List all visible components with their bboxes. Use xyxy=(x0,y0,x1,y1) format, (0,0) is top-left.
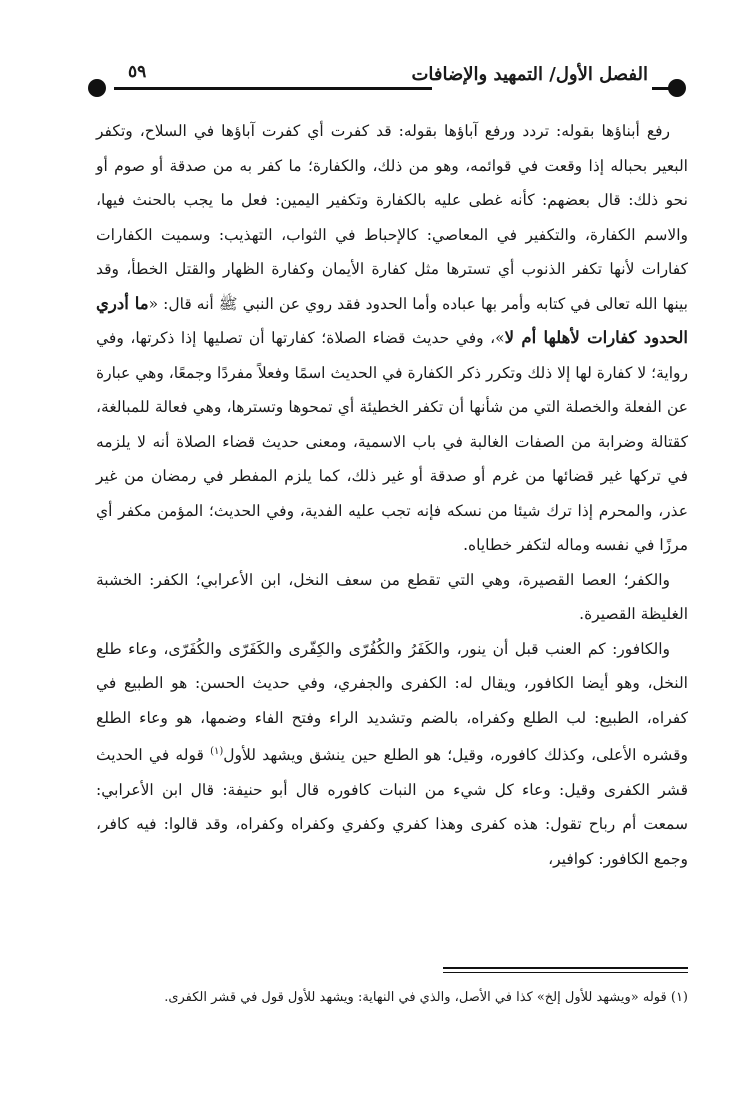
hadith-quote: ما أدري الحدود كفارات لأهلها أم لا xyxy=(96,293,688,347)
main-text xyxy=(96,114,688,876)
footnote-separator xyxy=(443,967,688,969)
paragraph-1 xyxy=(96,114,688,563)
footnote xyxy=(96,984,688,1011)
paragraph-2: والكفر؛ العصا القصيرة، وهي التي تقطع من سعف النخل، ابن الأعرابي؛ الكفر: الخشبة الغليظة القصيرة. xyxy=(96,570,688,623)
page-header xyxy=(86,62,686,102)
footnote-separator-thin xyxy=(443,972,688,973)
page-number: ٥٩ xyxy=(128,62,147,82)
paragraph-3 xyxy=(96,632,688,877)
chapter-title: الفصل الأول/ التمهيد والإضافات xyxy=(411,64,648,85)
paragraph-3-text-a: والكافور: كم العنب قبل أن ينور، والكَفَرُ والكُفُرّى والكِفّرى والكَفَرّى والكُفَرّى، وعاء طلع النخل، وهو أيضا الكافور، ويقال له: الكفرى والجفري، وفي حديث الحسن: هو الطبيع في كفراه، الطبيع: لب الطلع وكفراه، بالضم وتشديد الراء وفتح الفاء وضمها، هو وعاء الطلع وقشره الأعلى، وكذلك كافوره، وقيل؛ هو الطلع حين ينشق ويشهد للأول xyxy=(96,639,689,765)
footnote-reference: (١) xyxy=(210,746,224,757)
header-rule-left xyxy=(114,87,432,90)
paragraph-1-text-b: »، وفي حديث قضاء الصلاة؛ كفارتها أن تصليها إذا ذكرتها، وفي رواية؛ لا كفارة لها إلا ذلك وتكرر ذكر الكفارة في الحديث اسمًا وفعلاً مفردًا وجمعًا، وهي عبارة عن الفعلة والخصلة التي من شأنها أن تكفر الخطيئة أي تمحوها وتسترها، وهي فعالة للمبالغة، كقتالة وضرابة من الصفات الغالبة في باب الاسمية، ومعنى حديث قضاء الصلاة أنه لا يلزمه في تركها غير قضائها من غرم أو صدقة أو غير ذلك، كما يلزم المفطر في رمضان من غير عذر، والمحرم إذا ترك شيئا من نسكه فإنه تجب عليه الفدية، وفي الحديث؛ المؤمن مكفر أي مرزًا في نفسه وماله لتكفر خطاياه. xyxy=(96,329,688,554)
paragraph-1-text-a: رفع أبناؤها بقوله: تردد ورفع آباؤها بقوله: قد كفرت أي كفرت آباؤها في السلاح، وتكفر البعير بحباله إذا وقعت في قوائمه، وهو من ذلك، والكفارة؛ ما كفر به من صدقة أو صوم أو نحو ذلك: قال بعضهم: كأنه غطى عليه بالكفارة وتكفير اليمين: فعل ما يجب بالحنث فيها، والاسم الكفارة، والتكفير في المعاصي: كالإحباط في الثواب، التهذيب: وسميت الكفارات كفارات لأنها تكفر الذنوب أي تسترها مثل كفارة الأيمان وكفارة الظهار والقتل الخطأ، وقد بينها الله تعالى في كتابه وأمر بها عباده وأما الحدود فقد روي عن النبي ﷺ أنه قال: « xyxy=(96,122,688,313)
header-ornament-dot-left xyxy=(88,79,106,97)
header-ornament-dot-right xyxy=(668,79,686,97)
paragraph-3-text-b: قوله في الحديث قشر الكفرى وقيل: وعاء كل شيء من النبات كافوره قال أبو حنيفة: قال ابن الأعرابي: سمعت أم رباح تقول: هذه كفرى وهذا كفري وكفري وكفراه وكفراه، وقد قالوا: فيه كافر، وجمع الكافور: كوافير، xyxy=(96,746,688,868)
footnote-text: (١) قوله «ويشهد للأول إلخ» كذا في الأصل، والذي في النهاية: ويشهد للأول قول في قشر الكفرى. xyxy=(164,990,688,1005)
